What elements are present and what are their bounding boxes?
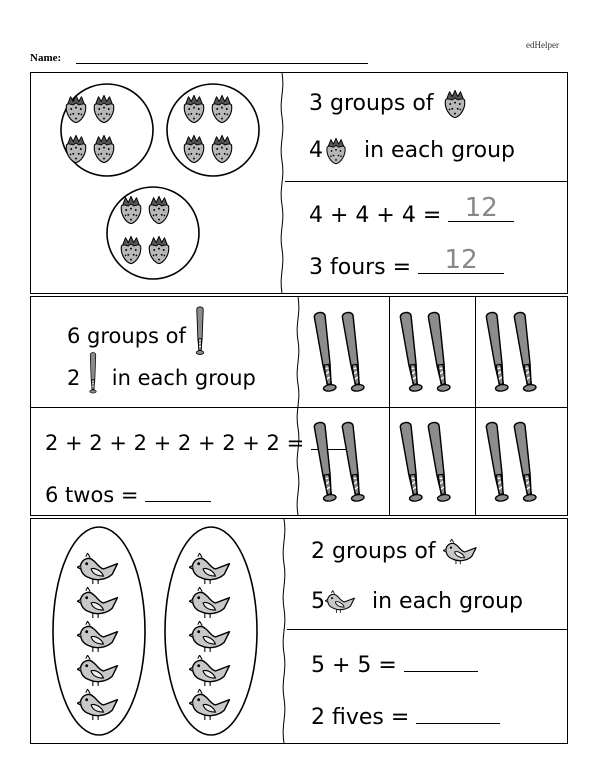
name-input-line[interactable]: [76, 63, 368, 64]
baseball-bat-icon: [193, 305, 207, 359]
each-group-text: 5 in each group: [311, 589, 523, 614]
multiplication-answer: 12: [444, 245, 478, 275]
addition-equation: 4 + 4 + 4 = 12: [309, 201, 514, 229]
bird-groups-illustration: [31, 519, 281, 743]
strawberry-icon: [323, 137, 349, 165]
name-label: Name:: [30, 52, 62, 64]
row-divider: [287, 629, 567, 630]
multiplication-equation: 3 fours = 12: [309, 253, 504, 281]
strawberry-picture: [31, 73, 281, 293]
brand-label: edHelper: [526, 40, 559, 50]
baseball-bat-icon: [427, 422, 450, 502]
multiplication-equation: 2 fives =: [311, 703, 500, 731]
baseball-bat-icon: [313, 422, 336, 502]
addition-answer-blank[interactable]: [404, 651, 478, 672]
bat-grid: [301, 297, 567, 515]
section-bats: [30, 296, 568, 516]
baseball-bat-icon: [87, 351, 99, 397]
baseball-bat-icon: [427, 312, 450, 392]
multiplication-answer-blank[interactable]: [145, 481, 211, 502]
addition-answer-blank[interactable]: [448, 193, 514, 223]
bird-icon: [443, 539, 479, 565]
baseball-bat-icon: [341, 422, 364, 502]
bat-groups-illustration: [301, 297, 567, 515]
section-divider: [281, 519, 287, 743]
multiplication-equation: 6 twos =: [45, 481, 211, 508]
each-group-text: 4 in each group: [309, 138, 515, 163]
name-row: [30, 52, 370, 66]
multiplication-answer-blank[interactable]: [418, 245, 504, 275]
baseball-bat-icon: [513, 422, 536, 502]
bird-icon: [325, 590, 357, 614]
bird-picture: [31, 519, 281, 743]
baseball-bat-icon: [399, 312, 422, 392]
section-strawberries: [30, 72, 568, 294]
addition-answer: 12: [464, 193, 498, 223]
each-group-text: 2 in each group: [67, 361, 256, 397]
baseball-bat-icon: [513, 312, 536, 392]
section-birds: [30, 518, 568, 744]
baseball-bat-icon: [485, 312, 508, 392]
baseball-bat-icon: [399, 422, 422, 502]
baseball-bat-icon: [313, 312, 336, 392]
strawberry-group-circle: [167, 84, 259, 176]
addition-equation: 2 + 2 + 2 + 2 + 2 + 2 =: [45, 429, 349, 456]
groups-text: 3 groups of: [309, 89, 469, 119]
section-divider: [279, 73, 285, 293]
groups-text: 6 groups of: [67, 315, 207, 359]
addition-equation: 5 + 5 =: [311, 651, 478, 679]
strawberry-groups-illustration: [31, 73, 281, 293]
baseball-bat-icon: [485, 422, 508, 502]
baseball-bat-icon: [341, 312, 364, 392]
groups-text: 2 groups of: [311, 539, 479, 565]
row-divider: [285, 181, 567, 182]
multiplication-answer-blank[interactable]: [416, 703, 500, 724]
strawberry-icon: [441, 89, 469, 119]
